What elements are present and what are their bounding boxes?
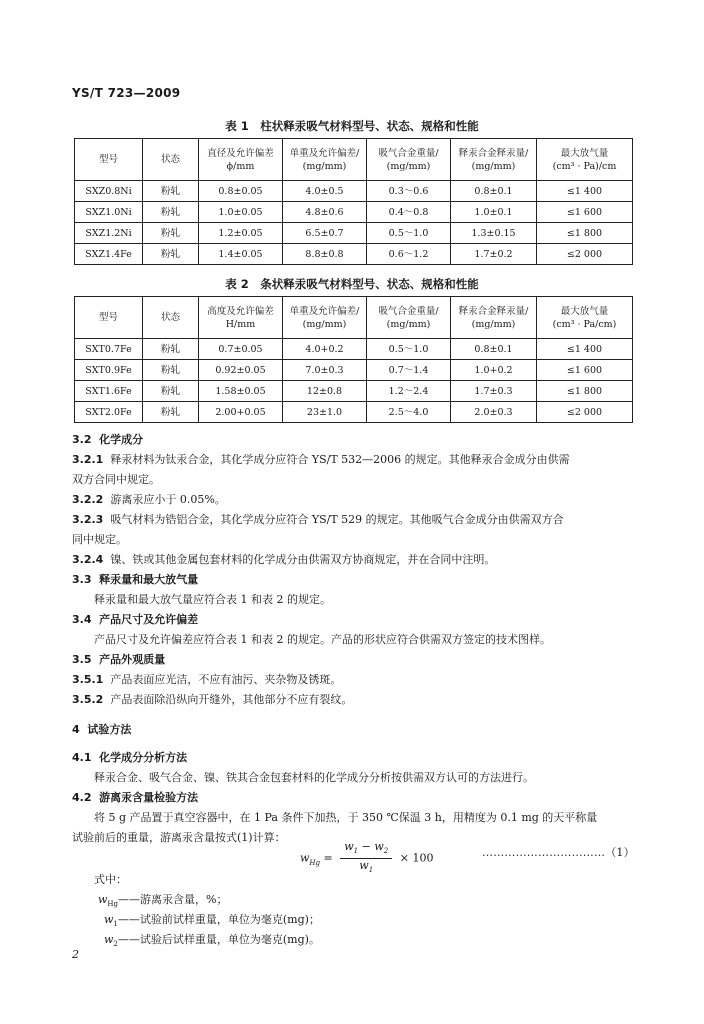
table-cell: 0.3～0.6 — [367, 181, 451, 202]
section-4-2-heading: 4.2 游离汞含量检验方法 — [72, 791, 199, 804]
table-cell: 4.0+0.2 — [283, 339, 367, 360]
section-3-4-heading: 3.4 产品尺寸及允许偏差 — [72, 613, 199, 626]
section-3-2-4: 3.2.4 镍、铁或其他金属包套材料的化学成分由供需双方协商规定，并在合同中注明。 — [72, 553, 496, 566]
standard-code: YS/T 723—2009 — [72, 86, 181, 100]
table1 — [74, 138, 633, 265]
table2-header-text: 吸气合金重量/ — [378, 305, 439, 317]
formula-fraction: $\frac{w_1 - w_2}{w_1}$ — [340, 840, 392, 877]
table-cell: SXT0.7Fe — [75, 339, 143, 360]
table2-header-cell — [451, 297, 537, 339]
table-cell: 粉轧 — [143, 181, 199, 202]
table1-header-cell — [199, 139, 283, 181]
table2-header-text: 状态 — [160, 312, 180, 323]
section-4-2-line1: 将 5 g 产品置于真空容器中，在 1 Pa 条件下加热，于 350 ℃保温 3 h，用精度为 0.1 mg 的天平称量 — [94, 811, 598, 824]
table-cell: ≤1 800 — [537, 223, 633, 244]
table2-header-cell — [143, 297, 199, 339]
section-3-4-text: 产品尺寸及允许偏差应符合表 1 和表 2 的规定。产品的形状应符合供需双方签定的技术图样。 — [94, 633, 551, 646]
table-cell: 7.0±0.3 — [283, 360, 367, 381]
table-cell: 1.58±0.05 — [199, 381, 283, 402]
table1-header-cell — [367, 139, 451, 181]
table-cell: 1.4±0.05 — [199, 244, 283, 265]
table1-header-cell — [75, 139, 143, 181]
table1-header-text: 最大放气量 — [560, 147, 609, 159]
table-cell: 12±0.8 — [283, 381, 367, 402]
table1-header-text: (cm³ · Pa)/cm — [552, 160, 617, 172]
table-row — [75, 244, 633, 265]
section-4-1-text: 释汞合金、吸气合金、镍、铁其合金包套材料的化学成分分析按供需双方认可的方法进行。 — [94, 771, 534, 784]
table2-header-cell — [367, 297, 451, 339]
table-cell: 0.7±0.05 — [199, 339, 283, 360]
table-cell: SXT2.0Fe — [75, 402, 143, 423]
table2-caption: 表 2 条状释汞吸气材料型号、状态、规格和性能 — [225, 277, 479, 291]
section-4-1-heading: 4.1 化学成分分析方法 — [72, 751, 188, 764]
table-cell: 4.0±0.5 — [283, 181, 367, 202]
table-cell: 23±1.0 — [283, 402, 367, 423]
section-3-3-text: 释汞量和最大放气量应符合表 1 和表 2 的规定。 — [94, 593, 331, 606]
section-3-2-2: 3.2.2 游离汞应小于 0.05%。 — [72, 493, 226, 506]
table-cell: ≤2 000 — [537, 402, 633, 423]
table1-header-cell — [537, 139, 633, 181]
table-cell: 粉轧 — [143, 202, 199, 223]
table1-header-row — [75, 139, 633, 181]
table2-header-cell — [283, 297, 367, 339]
section-3-5-heading: 3.5 产品外观质量 — [72, 653, 166, 666]
section-3-2-1-cont: 双方合同中规定。 — [72, 473, 160, 486]
table-row — [75, 181, 633, 202]
table-cell: 1.7±0.2 — [451, 244, 537, 265]
table-cell: 1.2～2.4 — [367, 381, 451, 402]
where-label: 式中： — [94, 873, 127, 886]
table2-header-text: (mg/mm) — [302, 318, 347, 330]
table-cell: SXZ1.4Fe — [75, 244, 143, 265]
table-cell: 0.7～1.4 — [367, 360, 451, 381]
table-cell: ≤2 000 — [537, 244, 633, 265]
page-number: 2 — [72, 948, 79, 961]
where-item-3: $w_2——$试验后试样重量，单位为毫克(mg)。 — [104, 933, 320, 949]
table-row — [75, 223, 633, 244]
table-cell: 2.5～4.0 — [367, 402, 451, 423]
table-cell: SXT0.9Fe — [75, 360, 143, 381]
table-cell: 0.4～0.8 — [367, 202, 451, 223]
table1-header-cell — [143, 139, 199, 181]
table-cell: 1.3±0.15 — [451, 223, 537, 244]
section-4-2-line2: 试验前后的重量，游离汞含量按式(1)计算： — [72, 831, 286, 844]
table-cell: 1.0+0.2 — [451, 360, 537, 381]
section-3-2-heading: 3.2 化学成分 — [72, 433, 144, 446]
table-cell: ≤1 400 — [537, 181, 633, 202]
table1-header-text: (mg/mm) — [471, 160, 516, 172]
where-item-1: $w_{Hg}——$游离汞含量，%； — [98, 893, 228, 909]
table1-header-text: 单重及允许偏差/ — [289, 147, 360, 159]
table-cell: 1.7±0.3 — [451, 381, 537, 402]
table-row — [75, 202, 633, 223]
table2-header-text: 型号 — [98, 312, 118, 323]
table-cell: ≤1 400 — [537, 339, 633, 360]
table2-header-cell — [75, 297, 143, 339]
table-cell: 粉轧 — [143, 339, 199, 360]
table-cell: 0.6～1.2 — [367, 244, 451, 265]
table1-header-text: (mg/mm) — [302, 160, 347, 172]
table1-header-text: 释汞合金释汞量/ — [458, 147, 529, 159]
table-cell: ≤1 600 — [537, 202, 633, 223]
table2-header-text: 高度及允许偏差 — [207, 305, 274, 317]
table1-header-text: 吸气合金重量/ — [378, 147, 439, 159]
section-3-3-heading: 3.3 释汞量和最大放气量 — [72, 573, 199, 586]
table-cell: ≤1 800 — [537, 381, 633, 402]
table-cell: 0.5～1.0 — [367, 223, 451, 244]
table1-header-text: 型号 — [98, 154, 118, 165]
table-cell: 1.2±0.05 — [199, 223, 283, 244]
table-cell: SXZ1.2Ni — [75, 223, 143, 244]
table-row — [75, 339, 633, 360]
section-4-heading: 4 试验方法 — [72, 723, 132, 736]
table-cell: 粉轧 — [143, 360, 199, 381]
section-3-2-3-cont: 同中规定。 — [72, 533, 127, 546]
table-cell: 2.0±0.3 — [451, 402, 537, 423]
table-row — [75, 381, 633, 402]
formula: $w_{Hg}$ = $\frac{w_1 - w_2}{w_1}$ × 100 — [300, 840, 433, 877]
table2-header-text: (cm³ · Pa/cm) — [552, 318, 617, 330]
table-cell: 1.0±0.05 — [199, 202, 283, 223]
table1-header-text: (mg/mm) — [386, 160, 431, 172]
table2-header-row — [75, 297, 633, 339]
table2-header-text: 最大放气量 — [560, 305, 609, 317]
table-cell: SXZ1.0Ni — [75, 202, 143, 223]
table2-header-text: (mg/mm) — [386, 318, 431, 330]
table-cell: 1.0±0.1 — [451, 202, 537, 223]
table-cell: 8.8±0.8 — [283, 244, 367, 265]
table-cell: 粉轧 — [143, 381, 199, 402]
where-item-2: $w_1——$试验前试样重量，单位为毫克(mg)； — [104, 913, 320, 929]
table2 — [74, 296, 633, 423]
table-cell: 粉轧 — [143, 223, 199, 244]
section-3-2-1: 3.2.1 释汞材料为钛汞合金，其化学成分应符合 YS/T 532—2006 的规定。其他释汞合金成分由供需 — [72, 453, 570, 466]
table2-header-text: (mg/mm) — [471, 318, 516, 330]
table1-header-text: 状态 — [160, 154, 180, 165]
table1-header-cell — [451, 139, 537, 181]
table-cell: 0.8±0.1 — [451, 181, 537, 202]
table2-header-text: H/mm — [225, 318, 256, 330]
table-cell: SXZ0.8Ni — [75, 181, 143, 202]
section-3-5-2: 3.5.2 产品表面除沿纵向开缝外，其他部分不应有裂纹。 — [72, 693, 353, 706]
table1-caption: 表 1 柱状释汞吸气材料型号、状态、规格和性能 — [225, 119, 479, 133]
equation-number: ……………………………（1） — [482, 846, 635, 859]
section-3-5-1: 3.5.1 产品表面应光洁，不应有油污、夹杂物及锈斑。 — [72, 673, 342, 686]
table-row — [75, 402, 633, 423]
table-cell: 6.5±0.7 — [283, 223, 367, 244]
table2-header-text: 释汞合金释汞量/ — [458, 305, 529, 317]
table-cell: SXT1.6Fe — [75, 381, 143, 402]
table-cell: 0.92±0.05 — [199, 360, 283, 381]
table-cell: ≤1 600 — [537, 360, 633, 381]
table-cell: 2.00+0.05 — [199, 402, 283, 423]
table-row — [75, 360, 633, 381]
table-cell: 0.8±0.05 — [199, 181, 283, 202]
table2-header-text: 单重及允许偏差/ — [289, 305, 360, 317]
table1-header-cell — [283, 139, 367, 181]
table1-header-text: 直径及允许偏差 — [207, 147, 274, 159]
table-cell: 4.8±0.6 — [283, 202, 367, 223]
table1-header-text: ϕ/mm — [226, 160, 255, 172]
table-cell: 0.8±0.1 — [451, 339, 537, 360]
table-cell: 粉轧 — [143, 402, 199, 423]
table2-header-cell — [537, 297, 633, 339]
table2-header-cell — [199, 297, 283, 339]
table-cell: 0.5～1.0 — [367, 339, 451, 360]
section-3-2-3: 3.2.3 吸气材料为锆铝合金，其化学成分应符合 YS/T 529 的规定。其他吸气合金成分由供需双方合 — [72, 513, 564, 526]
table-cell: 粉轧 — [143, 244, 199, 265]
